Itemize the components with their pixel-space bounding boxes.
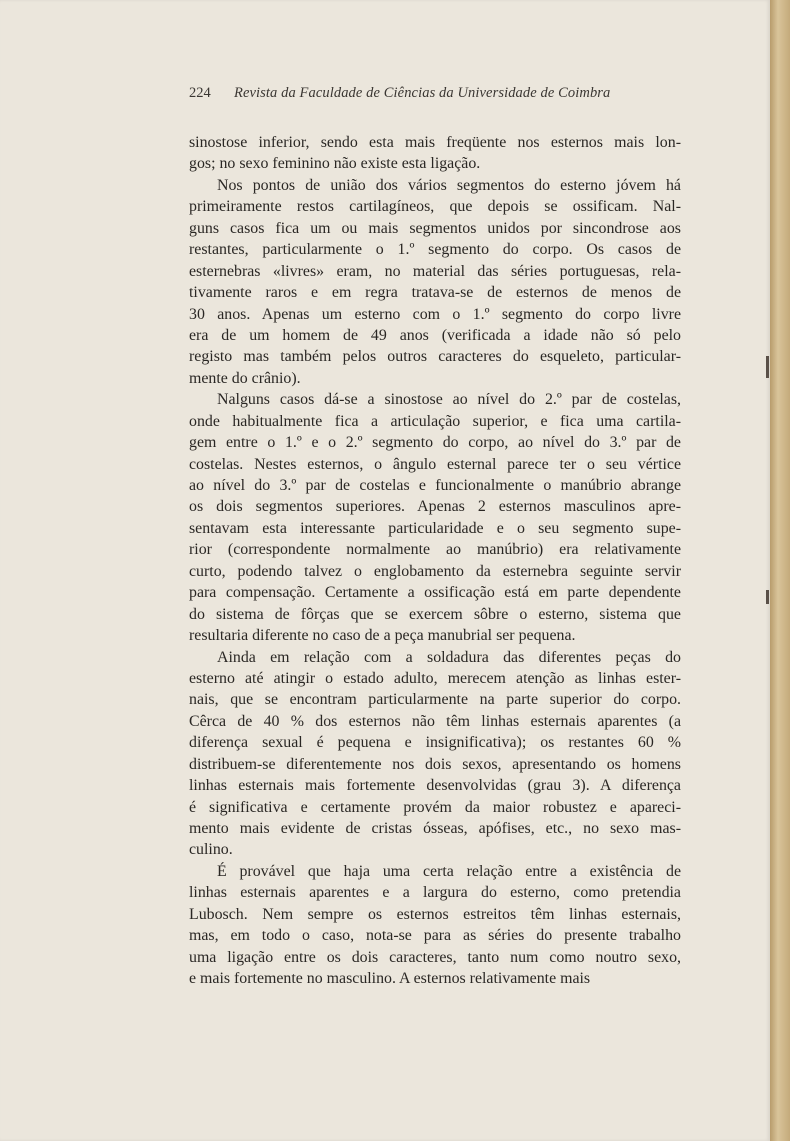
running-title: Revista da Faculdade de Ciências da Universidade de Coimbra (234, 85, 611, 101)
text-line: Nalguns casos dá-se a sinostose ao nível do 2.º par de costelas, (217, 391, 681, 409)
text-line: culino. (189, 841, 233, 859)
text-line: esternebras «livres» eram, no material das séries portuguesas, rela- (189, 262, 681, 280)
page-number: 224 (189, 85, 211, 101)
text-line: É provável que haja uma certa relação entre a existência de (217, 862, 681, 880)
paragraph (189, 389, 681, 646)
text-line: para compensação. Certamente a ossificação está em parte dependente (189, 584, 681, 602)
text-line: primeiramente restos cartilagíneos, que depois se ossificam. Nal- (189, 198, 681, 216)
margin-mark (766, 356, 769, 378)
text-line: gos; no sexo feminino não existe esta ligação. (189, 155, 481, 173)
text-line: mente do crânio). (189, 369, 301, 387)
text-line: 30 anos. Apenas um esterno com o 1.º segmento do corpo livre (189, 305, 681, 323)
text-line: é significativa e certamente provém da maior robustez e apareci- (189, 798, 681, 816)
text-line: resultaria diferente no caso de a peça manubrial ser pequena. (189, 627, 576, 645)
text-line: Nos pontos de união dos vários segmentos do esterno jóvem há (217, 176, 681, 194)
text-line: distribuem-se diferentemente nos dois sexos, apresentando os homens (189, 755, 681, 773)
body-text (189, 132, 681, 990)
text-line: do sistema de fôrças que se exercem sôbre o esterno, sistema que (189, 605, 681, 623)
text-line: tivamente raros e em regra tratava-se de esternos de menos de (189, 284, 681, 302)
paragraph (189, 647, 681, 861)
paragraph (189, 861, 681, 990)
text-line: linhas esternais mais fortemente desenvolvidas (grau 3). A diferença (189, 777, 681, 795)
margin-mark (766, 590, 769, 604)
text-line: era de um homem de 49 anos (verificada a idade não só pelo (189, 326, 681, 344)
text-line: Cêrca de 40 % dos esternos não têm linhas esternais aparentes (a (189, 712, 681, 730)
text-line: registo mas também pelos outros caracteres do esqueleto, particular- (189, 348, 681, 366)
text-line: guns casos fica um ou mais segmentos unidos por sincondrose aos (189, 219, 681, 237)
text-line: sentavam esta interessante particularidade e o seu segmento supe- (189, 519, 681, 537)
text-line: curto, podendo talvez o englobamento da esternebra seguinte servir (189, 562, 681, 580)
text-line: sinostose inferior, sendo esta mais freqüente nos esternos mais lon- (189, 134, 681, 151)
text-line: uma ligação entre os dois caracteres, tanto num como noutro sexo, (189, 948, 681, 966)
book-spine (770, 0, 790, 1141)
text-line: rior (correspondente normalmente ao manúbrio) era relativamente (189, 541, 681, 559)
text-line: onde habitualmente fica a articulação superior, e fica uma cartila- (189, 412, 681, 430)
text-line: e mais fortemente no masculino. A esternos relativamente mais (189, 970, 591, 988)
text-line: diferença sexual é pequena e insignificativa); os restantes 60 % (189, 734, 681, 752)
text-line: nais, que se encontram particularmente na parte superior do corpo. (189, 691, 681, 709)
text-line: mento mais evidente de cristas ósseas, apófises, etc., no sexo mas- (189, 820, 681, 837)
text-line: Lubosch. Nem sempre os esternos estreitos têm linhas esternais, (189, 905, 681, 923)
paragraph (189, 175, 681, 389)
text-line: esterno até atingir o estado adulto, merecem atenção as linhas ester- (189, 669, 681, 687)
text-line: os dois segmentos superiores. Apenas 2 esternos masculinos apre- (189, 498, 681, 516)
text-line: linhas esternais aparentes e a largura do esterno, como pretendia (189, 884, 681, 902)
text-line: ao nível do 3.º par de costelas e funcionalmente o manúbrio abrange (189, 477, 681, 494)
text-line: gem entre o 1.º e o 2.º segmento do corpo, ao nível do 3.º par de (189, 434, 681, 452)
text-line: Ainda em relação com a soldadura das diferentes peças do (217, 648, 681, 666)
text-line: restantes, particularmente o 1.º segmento do corpo. Os casos de (189, 241, 681, 259)
text-line: mas, em todo o caso, nota-se para as séries do presente trabalho (189, 927, 681, 945)
page-header (189, 85, 641, 107)
text-line: costelas. Nestes esternos, o ângulo esternal parece ter o seu vértice (189, 455, 681, 473)
paragraph (189, 132, 681, 175)
